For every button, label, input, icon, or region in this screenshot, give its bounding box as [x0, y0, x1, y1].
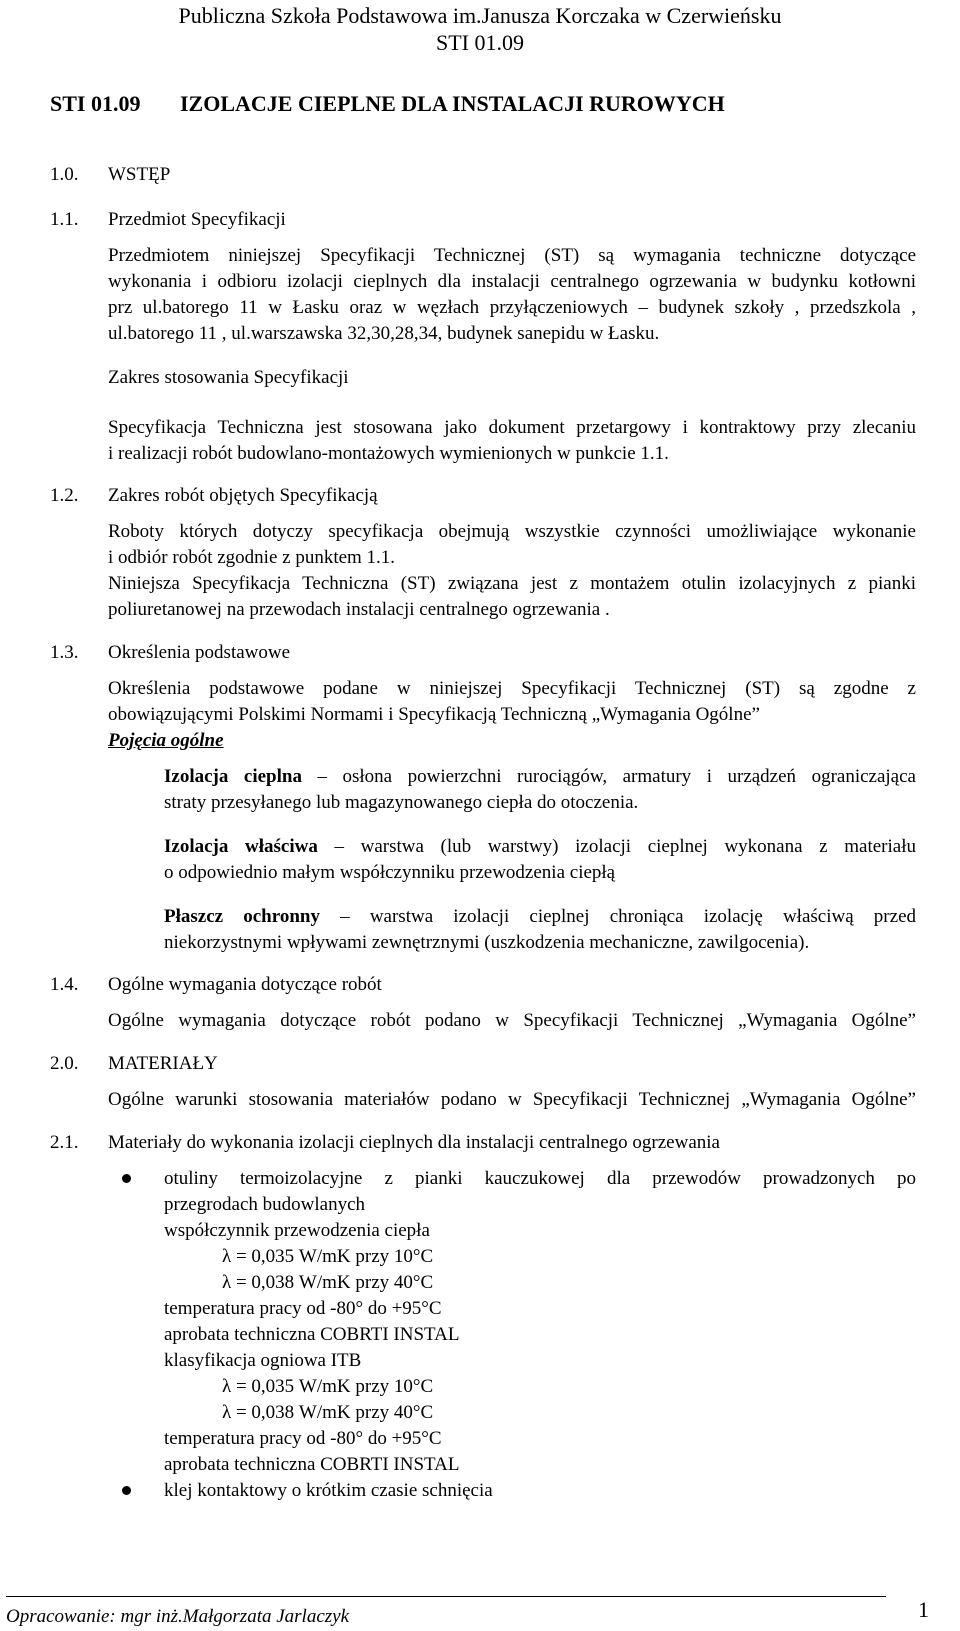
- section-number: 1.4.: [50, 974, 79, 995]
- list-item-line: klasyfikacja ogniowa ITB: [164, 1350, 362, 1371]
- definition-term: Izolacja właściwa: [164, 836, 318, 857]
- paragraph-line: Specyfikacja Techniczna jest stosowana jako dokument przetargowy i kontraktowy przy zlecaniu: [108, 417, 916, 438]
- definition-line: niekorzystnymi wpływami zewnętrznymi (uszkodzenia mechaniczne, zawilgocenia).: [164, 932, 810, 953]
- bullet-icon: [122, 1174, 131, 1183]
- paragraph-line: i odbiór robót zgodnie z punktem 1.1.: [108, 547, 396, 568]
- definition-term: Izolacja cieplna: [164, 766, 302, 787]
- header-code: STI 01.09: [436, 30, 524, 55]
- paragraph-line: Przedmiotem niniejszej Specyfikacji Technicznej (ST) są wymagania techniczne dotyczące: [108, 245, 916, 266]
- list-item-line: aprobata techniczna COBRTI INSTAL: [164, 1324, 460, 1345]
- paragraph-line: poliuretanowej na przewodach instalacji centralnego ogrzewania .: [108, 599, 610, 620]
- list-item-line: współczynnik przewodzenia ciepła: [164, 1220, 430, 1241]
- list-item-line: temperatura pracy od -80° do +95°C: [164, 1298, 442, 1319]
- footer-divider: [6, 1596, 886, 1597]
- section-number: 2.1.: [50, 1132, 79, 1153]
- section-number: 1.0.: [50, 164, 79, 185]
- section-number: 1.3.: [50, 642, 79, 663]
- paragraph-line: Ogólne warunki stosowania materiałów podano w Specyfikacji Technicznej „Wymagania Ogólne”: [108, 1089, 916, 1110]
- section-title-definitions: Określenia podstawowe: [108, 642, 291, 663]
- paragraph-line: Określenia podstawowe podane w niniejszej Specyfikacji Technicznej (ST) są zgodne z: [108, 678, 916, 699]
- definition-line: Izolacja właściwa – warstwa (lub warstwy) izolacji cieplnej wykonana z materiału: [164, 836, 916, 857]
- doc-code: STI 01.09: [50, 91, 141, 116]
- paragraph-line: obowiązującymi Polskimi Normami i Specyfikacją Techniczną „Wymagania Ogólne”: [108, 704, 760, 725]
- section-title-intro: WSTĘP: [108, 164, 171, 185]
- subheading-concepts: Pojęcia ogólne: [108, 730, 224, 751]
- paragraph-line: Ogólne wymagania dotyczące robót podano w Specyfikacji Technicznej „Wymagania Ogólne”: [108, 1010, 916, 1031]
- header-school: Publiczna Szkoła Podstawowa im.Janusza Korczaka w Czerwieńsku: [178, 3, 782, 28]
- list-item-line: λ = 0,038 W/mK przy 40°C: [222, 1402, 434, 1423]
- subheading-scope: Zakres stosowania Specyfikacji: [108, 367, 349, 388]
- footer-author: Opracowanie: mgr inż.Małgorzata Jarlaczyk: [6, 1606, 350, 1627]
- list-item-line: otuliny termoizolacyjne z pianki kauczukowej dla przewodów prowadzonych po: [164, 1168, 916, 1189]
- section-title-materials: MATERIAŁY: [108, 1053, 218, 1074]
- page-number: 1: [918, 1597, 929, 1622]
- doc-title: IZOLACJE CIEPLNE DLA INSTALACJI RUROWYCH: [180, 91, 725, 116]
- paragraph-line: Roboty których dotyczy specyfikacja obejmują wszystkie czynności umożliwiające wykonanie: [108, 521, 916, 542]
- paragraph-line: i realizacji robót budowlano-montażowych wymienionych w punkcie 1.1.: [108, 443, 669, 464]
- list-item-line: λ = 0,038 W/mK przy 40°C: [222, 1272, 434, 1293]
- definition-line: Płaszcz ochronny – warstwa izolacji cieplnej chroniąca izolację właściwą przed: [164, 906, 916, 927]
- paragraph-line: Niniejsza Specyfikacja Techniczna (ST) związana jest z montażem otulin izolacyjnych z pianki: [108, 573, 916, 594]
- list-item-line: klej kontaktowy o krótkim czasie schnięcia: [164, 1480, 493, 1501]
- definition-line: Izolacja cieplna – osłona powierzchni rurociągów, armatury i urządzeń ograniczająca: [164, 766, 916, 787]
- section-title-general-requirements: Ogólne wymagania dotyczące robót: [108, 974, 382, 995]
- section-number: 2.0.: [50, 1053, 79, 1074]
- paragraph-line: wykonania i odbioru izolacji cieplnych dla instalacji centralnego ogrzewania w budynku kotłowni: [108, 271, 916, 292]
- section-title-scope-works: Zakres robót objętych Specyfikacją: [108, 485, 378, 506]
- list-item-line: przegrodach budowlanych: [164, 1194, 366, 1215]
- list-item-line: aprobata techniczna COBRTI INSTAL: [164, 1454, 460, 1475]
- list-item-line: λ = 0,035 W/mK przy 10°C: [222, 1246, 434, 1267]
- list-item-line: temperatura pracy od -80° do +95°C: [164, 1428, 442, 1449]
- definition-line: o odpowiednio małym współczynniku przewodzenia ciepłą: [164, 862, 616, 883]
- section-title-subject: Przedmiot Specyfikacji: [108, 209, 286, 230]
- definition-line: straty przesyłanego lub magazynowanego ciepła do otoczenia.: [164, 792, 639, 813]
- bullet-icon: [122, 1486, 131, 1495]
- section-number: 1.2.: [50, 485, 79, 506]
- paragraph-line: prz ul.batorego 11 w Łasku oraz w węzłach przyłączeniowych – budynek szkoły , przedszkola ,: [108, 297, 916, 318]
- definition-term: Płaszcz ochronny: [164, 906, 320, 927]
- paragraph-line: ul.batorego 11 , ul.warszawska 32,30,28,34, budynek sanepidu w Łasku.: [108, 323, 660, 344]
- section-number: 1.1.: [50, 209, 79, 230]
- section-title-insulation-materials: Materiały do wykonania izolacji cieplnych dla instalacji centralnego ogrzewania: [108, 1132, 720, 1153]
- list-item-line: λ = 0,035 W/mK przy 10°C: [222, 1376, 434, 1397]
